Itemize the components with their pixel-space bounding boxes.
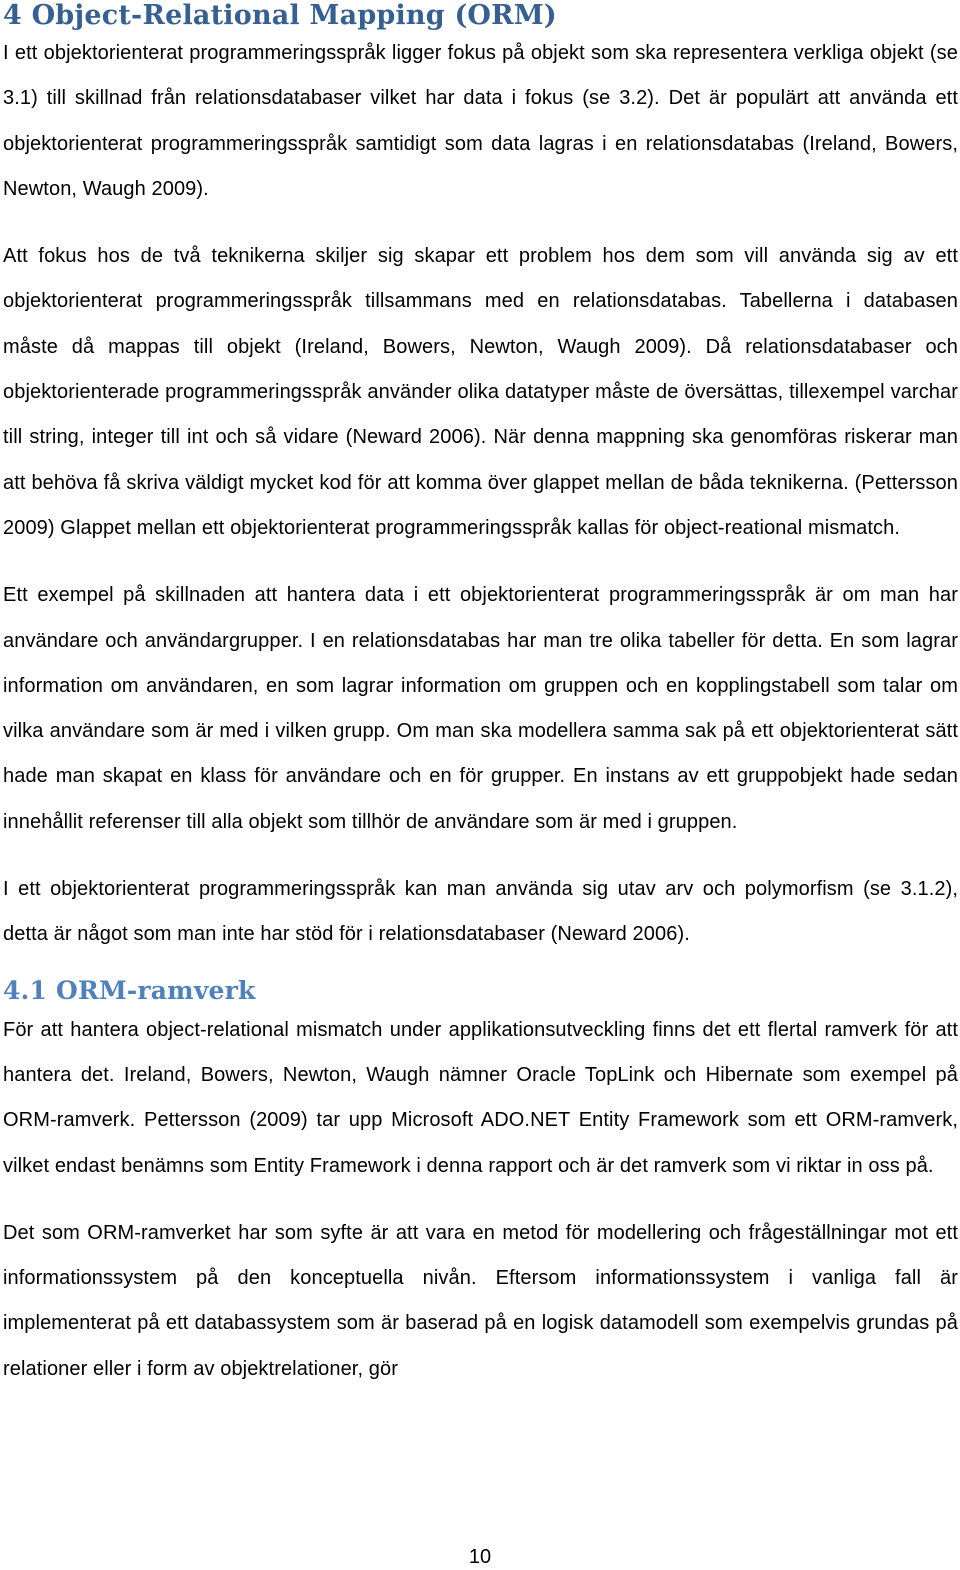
document-page <box>3 0 958 1392</box>
body-paragraph: För att hantera object-relational mismatch under applikationsutveckling finns det ett flertal ramverk för att hantera det. Ireland, Bowers, Newton, Waugh nämner Oracle TopLink och Hibernate som exempel på ORM-ramverk. Pettersson (2009) tar upp Microsoft ADO.NET Entity Framework som ett ORM-ramverk, vilket endast benämns som Entity Framework i denna rapport och är det ramverk som vi riktar in oss på. <box>3 1018 958 1177</box>
page-number: 10 <box>468 1546 492 1568</box>
subsection-heading: 4.1 ORM-ramverk <box>3 975 256 1005</box>
body-paragraph: Att fokus hos de två teknikerna skiljer sig skapar ett problem hos dem som vill använda sig av ett objektorienterat programmeringsspråk tillsammans med en relationsdatabas. Tabellerna i databasen måste då mappas till objekt (Ireland, Bowers, Newton, Waugh 2009). Då relationsdatabaser och objektorienterade programmeringsspråk använder olika datatyper måste de översättas, tillexempel varchar till string, integer till int och så vidare (Neward 2006). När denna mappning ska genomföras riskerar man att behöva få skriva väldigt mycket kod för att komma över glappet mellan de båda teknikerna. (Pettersson 2009) Glappet mellan ett objektorienterat programmeringsspråk kallas för object-reational mismatch. <box>3 245 958 539</box>
body-paragraph: I ett objektorienterat programmeringsspråk kan man använda sig utav arv och polymorfism (se 3.1.2), detta är något som man inte har stöd för i relationsdatabaser (Neward 2006). <box>3 878 958 946</box>
body-paragraph: Ett exempel på skillnaden att hantera data i ett objektorienterat programmeringsspråk är om man har användare och användargrupper. I en relationsdatabas har man tre olika tabeller för detta. En som lagrar information om användaren, en som lagrar information om gruppen och en kopplingstabell som talar om vilka användare som är med i vilken grupp. Om man ska modellera samma sak på ett objektorienterat sätt hade man skapat en klass för användare och en för grupper. En instans av ett gruppobjekt hade sedan innehållit referenser till alla objekt som tillhör de användare som är med i gruppen. <box>3 584 958 833</box>
body-paragraph: I ett objektorienterat programmeringsspråk ligger fokus på objekt som ska representera verkliga objekt (se 3.1) till skillnad från relationsdatabaser vilket har data i fokus (se 3.2). Det är populärt att använda ett objektorienterat programmeringsspråk samtidigt som data lagras i en relationsdatabas (Ireland, Bowers, Newton, Waugh 2009). <box>3 42 958 200</box>
section-heading: 4 Object-Relational Mapping (ORM) <box>3 0 557 31</box>
body-paragraph: Det som ORM-ramverket har som syfte är att vara en metod för modellering och frågeställningar mot ett informationssystem på den konceptuella nivån. Eftersom informationssystem i vanliga fall är implementerat på ett databassystem som är baserad på en logisk datamodell som exempelvis grundas på relationer eller i form av objektrelationer, gör <box>3 1221 958 1380</box>
